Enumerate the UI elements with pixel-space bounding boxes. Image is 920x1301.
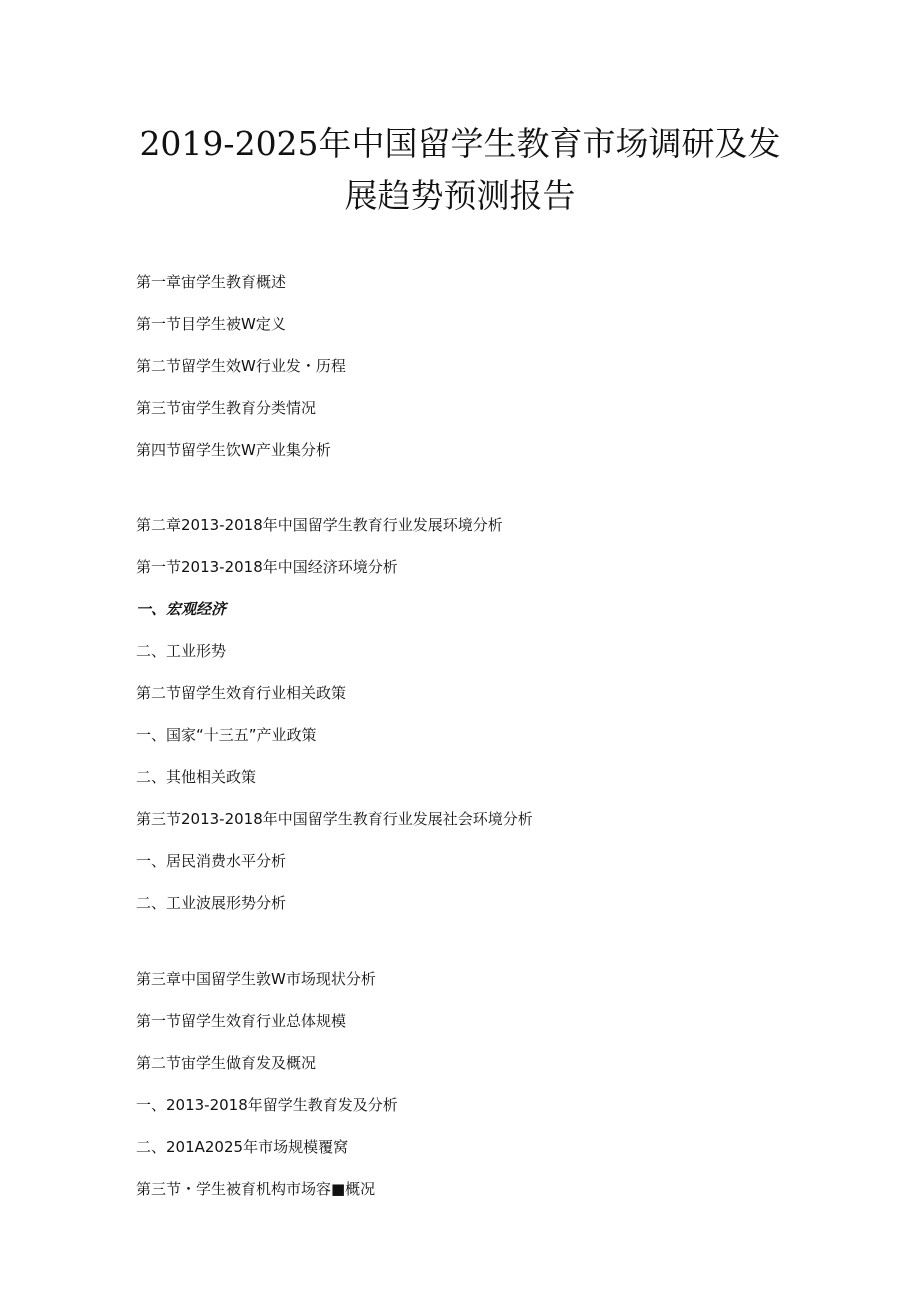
toc-item-3-2-1: 一、2013-2018年留学生教育发及分析 bbox=[136, 1096, 398, 1114]
title-line-1: 2019-2025年中国留学生教育市场调研及发 bbox=[139, 124, 781, 163]
title-line-2: 展趋势预测报告 bbox=[344, 176, 576, 215]
toc-section-1-2: 第二节留学生效W行业发・历程 bbox=[136, 357, 346, 375]
toc-item-2-3-1: 一、居民消费水平分析 bbox=[136, 852, 287, 870]
toc-section-1-4: 第四节留学生饮W产业集分析 bbox=[136, 441, 331, 459]
document-title bbox=[100, 118, 820, 222]
toc-section-3-1: 第一节留学生效育行业总体规模 bbox=[136, 1012, 347, 1030]
toc-section-3-3: 第三节・学生被育机构市场容■概况 bbox=[136, 1180, 376, 1198]
toc-section-1-3: 第三节宙学生教育分类情况 bbox=[136, 399, 317, 417]
toc-item-2-2-1: 一、国家“十三五”产业政策 bbox=[136, 726, 317, 744]
toc-item-2-3-2: 二、工业波展形势分析 bbox=[136, 894, 287, 912]
toc-item-2-1-2: 二、工业形势 bbox=[136, 642, 227, 660]
toc-section-1-1: 第一节目学生被W定义 bbox=[136, 315, 286, 333]
toc-section-2-2: 第二节留学生效育行业相关政策 bbox=[136, 684, 347, 702]
toc-section-3-2: 第二节宙学生做育发及概况 bbox=[136, 1054, 317, 1072]
toc-chapter-2: 第二章2013-2018年中国留学生教育行业发展环境分析 bbox=[136, 516, 503, 534]
toc-chapter-3: 第三章中国留学生敦W市场现状分析 bbox=[136, 970, 376, 988]
toc-item-3-2-2: 二、201A2025年市场规模覆窝 bbox=[136, 1138, 349, 1156]
toc-item-2-2-2: 二、其他相关政策 bbox=[136, 768, 257, 786]
toc-section-2-1: 第一节2013-2018年中国经济环境分析 bbox=[136, 558, 398, 576]
toc-section-2-3: 第三节2013-2018年中国留学生教育行业发展社会环境分析 bbox=[136, 810, 533, 828]
toc-chapter-1: 第一章宙学生教育概述 bbox=[136, 273, 287, 291]
toc-item-2-1-1: 一、宏观经济 bbox=[136, 600, 227, 618]
